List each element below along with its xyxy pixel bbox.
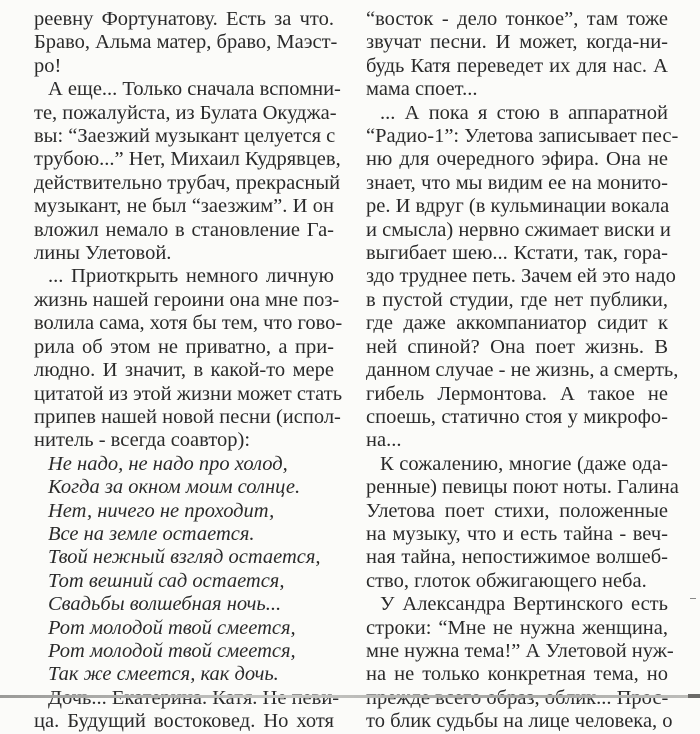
text-line: волила сама, хотя бы тем, что гово- — [34, 312, 343, 335]
text-line: выгибает шею... Кстати, так, гора- — [366, 242, 668, 265]
text-line: на музыку, что и есть тайна - веч- — [366, 522, 668, 545]
text-line: “восток - дело тонкое”, там тоже — [366, 8, 668, 30]
verse-line: Когда за окном моим солнце. — [48, 476, 301, 499]
text-line: А еще... Только сначала вспомни- — [48, 78, 341, 101]
text-line: людно. И значит, в какой-то мере — [34, 359, 334, 382]
text-line: ре. И вдруг (в кульминации вокала — [366, 195, 670, 218]
text-line: рила об этом не приватно, а при- — [34, 335, 334, 358]
text-line: ство, глоток обжигающего неба. — [366, 569, 647, 592]
text-line: нитель - всегда соавтор): — [34, 429, 251, 452]
text-line: трубою...” Нет, Михаил Кудрявцев, — [34, 148, 341, 171]
scan-edge-mark — [690, 598, 696, 599]
text-line: К сожалению, многие (даже ода- — [380, 452, 668, 475]
text-line: жизнь нашей героини она мне поз- — [34, 288, 340, 311]
verse-line: Не надо, не надо про холод, — [48, 452, 288, 475]
text-line: припев нашей новой песни (испол- — [34, 405, 341, 428]
text-line: те, пожалуйста, из Булата Окуджа- — [34, 101, 337, 124]
verse-line: Свадьбы волшебная ночь... — [48, 593, 282, 616]
verse-line: Все на земле остается. — [48, 522, 255, 545]
text-line: действительно трубач, прекрасный — [34, 171, 341, 194]
text-line: ро! — [34, 54, 62, 77]
text-line: ... Приоткрыть немного личную — [48, 265, 334, 288]
text-line: то блик судьбы на лице человека, о — [366, 710, 673, 733]
scan-corner-mark — [688, 694, 700, 698]
verse-line: Твой нежный взгляд остается, — [48, 546, 321, 569]
text-line: ца. Будущий востоковед. Но хотя — [34, 710, 334, 733]
text-line: лины Улетовой. — [34, 242, 172, 265]
text-line: и смысла) нервно сжимает виски и — [366, 218, 671, 241]
verse-line: Нет, ничего не проходит, — [48, 499, 275, 522]
text-line: данном случае - не жизнь, а смерть, — [366, 359, 679, 382]
text-line: мама споет... — [366, 78, 478, 101]
text-line: Браво, Альма матер, браво, Маэст- — [34, 31, 338, 54]
verse-line: Рот молодой твой смеется, — [48, 639, 296, 662]
text-line: звучат песни. И может, когда-ни- — [366, 31, 668, 54]
text-line: ренные) певицы поют ноты. Галина — [366, 476, 679, 499]
text-line: “Радио-1”: Улетова записывает пес- — [366, 125, 679, 148]
verse-line: Так же смеется, как дочь. — [48, 663, 279, 686]
text-line: У Александра Вертинского есть — [380, 593, 668, 616]
page-bottom-edge — [0, 695, 700, 698]
text-line: здо труднее петь. Зачем ей это надо — [366, 265, 676, 288]
text-line: ню для очередного эфира. Она не — [366, 148, 668, 171]
left-column — [34, 8, 343, 734]
text-line: музыкант, не был “заезжим”. И он — [34, 195, 334, 218]
text-line: реевну Фортунатову. Есть за что. — [34, 8, 334, 30]
text-line: споешь, статично стоя у микрофо- — [366, 405, 668, 428]
text-line: ная тайна, непостижимое волшеб- — [366, 546, 668, 569]
text-line: на... — [366, 429, 402, 452]
text-line: строки: “Мне не нужна женщина, — [366, 616, 668, 639]
text-line: гибель Лермонтова. А такое не — [366, 382, 668, 405]
verse-line: Рот молодой твой смеется, — [48, 616, 296, 639]
text-line: будь Катя переведет их для нас. А — [366, 54, 668, 77]
text-line: цитатой из этой жизни может стать — [34, 382, 343, 405]
text-line — [366, 687, 668, 710]
text-line: Улетова поет стихи, положенные — [366, 499, 668, 522]
text-line: в пустой студии, где нет публики, — [366, 288, 668, 311]
text-line: ... А пока я стою в аппаратной — [380, 101, 668, 124]
text-line: ней спиной? Она поет жизнь. В — [366, 335, 668, 358]
text-line: знает, что мы видим ее на монито- — [366, 171, 668, 194]
right-column — [366, 8, 679, 734]
text-line: мне нужна тема!” А Улетовой нуж- — [366, 639, 674, 662]
text-line: на не только конкретная тема, но — [366, 663, 668, 686]
text-line: вложил немало в становление Га- — [34, 218, 334, 241]
text-line — [34, 687, 334, 710]
verse-line: Тот вешний сад остается, — [48, 569, 285, 592]
text-line: где даже аккомпаниатор сидит к — [366, 312, 668, 335]
text-line: вы: “Заезжий музыкант целуется с — [34, 125, 336, 148]
